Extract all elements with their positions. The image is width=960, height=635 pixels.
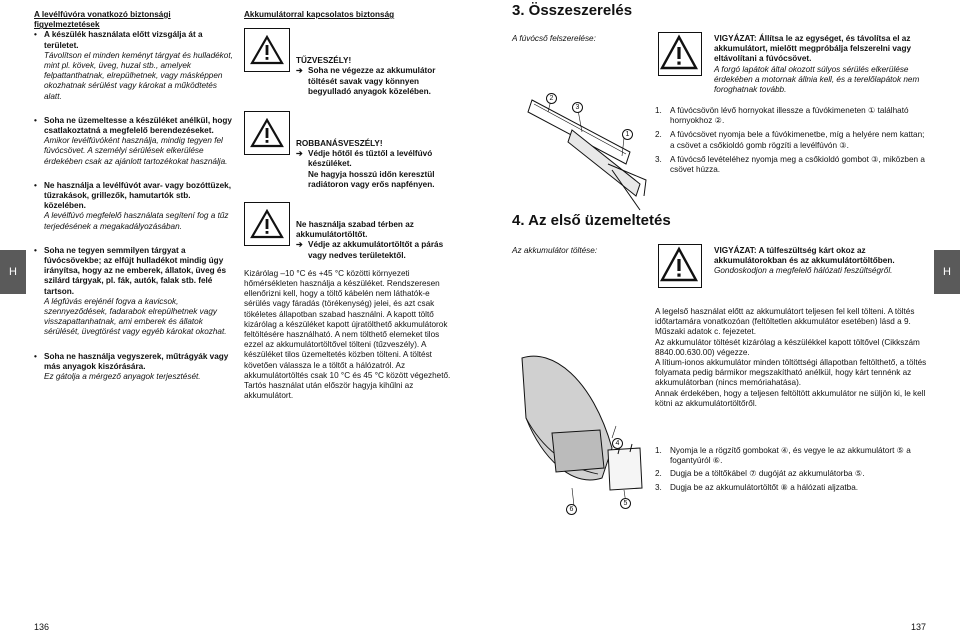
charging-paragraph: A legelső használat előtt az akkumulátort teljesen fel kell tölteni. A töltés időtartamára vonatkozóan (feltöltetlen akkumulátor esetében) lásd a 9. Műszaki adatok c. fejezetet. Az akkumulátor töltését kizárólag a készülékkel kapott töltővel (Cikkszám 8840.00.630.00) végezze. A lítium-ionos akkumulátor minden töltöttségi állapotban feltölthető, a töltés folyamata pedig bármikor megszakítható anélkül, hogy kárt tennénk az akkumulátorban (nincs memóriahatása). Annak érdekében, hogy a teljesen feltöltött akkumulátor ne süljön ki, le kell kötni az akkumulátortöltőről. <box>655 307 927 408</box>
caution-italic: Gondoskodjon a megfelelő hálózati feszültségről. <box>714 266 893 276</box>
section-heading: Akkumulátorral kapcsolatos biztonság <box>244 10 395 19</box>
callout-3: 3 <box>572 102 583 113</box>
callout-1: 1 <box>622 129 633 140</box>
bullet-bold: Soha ne üzemeltesse a készüléket anélkül, hogy csatlakoztatná a megfelelő berendezéseket. <box>44 115 232 136</box>
section-title-first-use: 4. Az első üzemeltetés <box>512 212 671 229</box>
caution-icon-box <box>658 244 702 288</box>
callout-6: 6 <box>566 504 577 515</box>
bullet-italic: A levélfúvó megfelelő használata segítení fog a tűz terjedésének a megakadályozásában. <box>44 211 229 231</box>
section-heading: A levélfúvóra vonatkozó biztonsági <box>34 10 171 19</box>
warning-triangle-icon <box>244 202 290 246</box>
bullet-bold: Ne használja a levélfúvót avar- vagy bozóttüzek, tűzrakások, grillezők, hamutartók stb. közelében. <box>44 180 232 211</box>
bullet-item: • Soha ne üzemeltesse a készüléket anélkül, hogy csatlakoztatná a megfelelő berendezéseket. Amikor levélfúvóként használja, mindig tegyen fel fúvócsövet. A személyi sérülések elkerülése érdekében csak az ajánlott tartozékokat használja. <box>34 116 234 167</box>
bullet-italic: Távolítson el minden keményt tárgyat és hulladékot, mint pl. kövek, üveg, huzal stb., amelyek felpattanthatnak, elrepülhetnek, vagy másképpen okozhatnak sérülést vagy károkat a működtetés alatt. <box>44 50 233 101</box>
warning-block: TŰZVESZÉLY! ➔ Soha ne végezze az akkumulátor töltését savak vagy könnyen begyulladó anyagok közelében. <box>244 28 454 97</box>
callout-2: 2 <box>546 93 557 104</box>
language-side-tab-right <box>934 250 960 294</box>
side-tab-label: H <box>943 266 951 278</box>
bullet-italic: Amikor levélfúvóként használja, mindig tegyen fel fúvócsövet. A személyi sérülések elkerülése érdekében csak az ajánlott tartozékokat használja. <box>44 136 228 166</box>
step-item: 3. Dugja be az akkumulátortöltőt ⑧ a hálózati aljzatba. <box>655 482 859 492</box>
bullet-bold: Soha ne használja vegyszerek, műtrágyák vagy más anyagok kiszórására. <box>44 351 229 371</box>
page-number-left: 136 <box>34 622 50 632</box>
section-heading-cont: figyelmeztetések <box>34 20 100 30</box>
subsection-label: A fúvócső felszerelése: <box>512 34 596 43</box>
caution-text <box>714 246 926 277</box>
step-item: 2. A fúvócsövet nyomja bele a fúvókimenetbe, míg a helyére nem kattan; a csövet a csőkioldó gomb rögzíti a levélfúvón ③. <box>655 130 925 150</box>
warning-instruction-cont: Ne hagyja hosszú időn keresztül radiátoron vagy erős napfényen. <box>308 169 435 189</box>
callout-4: 4 <box>612 438 623 449</box>
warning-triangle-icon <box>659 33 699 73</box>
safety-column <box>34 10 234 382</box>
assembly-steps <box>655 106 930 175</box>
warning-block: ROBBANÁSVESZÉLY! ➔ Védje hőtől és tűztől a levélfúvó készüléket. Ne hagyja hosszú időn keresztül radiátoron vagy erős napfényen. <box>244 111 454 190</box>
caution-icon-box <box>658 32 702 76</box>
battery-safety-column <box>244 10 454 401</box>
callout-5: 5 <box>620 498 631 509</box>
language-side-tab-left <box>0 250 26 294</box>
step-item: 2. Dugja be a töltőkábel ⑦ dugóját az akkumulátorba ⑤. <box>655 469 865 479</box>
charging-steps <box>655 446 930 493</box>
warning-triangle-icon <box>244 111 290 155</box>
side-tab-label: H <box>9 266 17 278</box>
battery-removal-illustration <box>512 338 652 518</box>
bullet-bold: Soha ne tegyen semmilyen tárgyat a fúvócsövekbe; az elfújt hulladékot mindig úgy irányítsa, hogy az ne emberek, állatok, üveg és szilárd tárgyak, pl. fák, autók, falak stb. felé tartson. <box>44 245 227 296</box>
warning-title: ROBBANÁSVESZÉLY! <box>296 139 383 149</box>
warning-line: Ne használja szabad térben az akkumulátortöltőt. <box>296 220 414 240</box>
step-item: 1. A fúvócsövön lévő hornyokat illessze a fúvókimeneten ① található hornyokhoz ②. <box>655 106 909 126</box>
warning-instruction: Védje az akkumulátortöltőt a párás vagy nedves területektől. <box>308 240 444 260</box>
subsection-label: Az akkumulátor töltése: <box>512 246 598 255</box>
bullet-item: • Soha ne tegyen semmilyen tárgyat a fúvócsövekbe; az elfújt hulladékot mindig úgy irányítsa, hogy az ne emberek, állatok, üveg és szilárd tárgyak, pl. fák, autók, falak stb. felé tartson. A légfúvás erejénél fogva a kavicsok, szennyeződések, fadarabok elrepülhetnek vagy visszapattanhatnak, ami emberek és állatok sérülését, üvegtörést vagy egyéb károkat okozhat. <box>34 246 234 338</box>
warning-triangle-icon <box>244 28 290 72</box>
caution-bold: VIGYÁZAT: A túlfeszültség kárt okoz az akkumulátorokban és az akkumulátortöltőben. <box>714 246 895 266</box>
warning-instruction: Soha ne végezze az akkumulátor töltését savak vagy könnyen begyulladó anyagok közelében. <box>308 66 436 96</box>
warning-instruction: Védje hőtől és tűztől a levélfúvó készüléket. <box>308 149 433 169</box>
caution-text <box>714 34 926 95</box>
battery-paragraph: Kizárólag –10 °C és +45 °C közötti környezeti hőmérsékleten használja a készüléket. Rendszeresen ellenőrizni kell, hogy a töltő kábelén nem láthatók-e sérülés vagy fáradás (törékenység) jelei, és azt csak tökéletes állapotban szabad használni. A kapott töltő kizárólag a készüléket kapott újratölthető akkumulátorok feltöltésére használható. A nem tölthető elemeket tilos ezzel az akkumulátortöltővel tölteni (tűzveszély). A készüléket tilos üzemeltetés közben tölteni. A töltést követően válassza le a töltőt a hálózatról. Az akkumulátortöltés csak 10 °C és 45 °C között végezhető. Tartós használat után először hagyja kihűlni az akkumulátort. <box>244 268 451 401</box>
caution-bold: VIGYÁZAT: Állítsa le az egységet, és távolítsa el az akkumulátort, mielőtt megpróbálja felszerelni vagy eltávolítani a fúvócsövet. <box>714 34 912 64</box>
bullet-bold: A készülék használata előtt vizsgálja át a területet. <box>44 30 203 50</box>
bullet-item: • Soha ne használja vegyszerek, műtrágyák vagy más anyagok kiszórására. Ez gátolja a mérgező anyagok terjesztését. <box>34 352 234 383</box>
caution-italic: A forgó lapátok által okozott súlyos sérülés elkerülése érdekében a motornak állnia kell, és a terelőlapátok nem foroghatnak tovább. <box>714 64 920 95</box>
section-title-assembly: 3. Összeszerelés <box>512 2 633 19</box>
warning-triangle-icon <box>659 245 699 285</box>
bullet-item: • A készülék használata előtt vizsgálja át a területet. Távolítson el minden keményt tárgyat és hulladékot, mint pl. kövek, üveg, huzal stb., amelyek felpattanthatnak, elrepülhetnek, vagy másképpen okozhatnak sérülést vagy károkat a működtetés alatt. <box>34 30 233 101</box>
warning-block: Ne használja szabad térben az akkumulátortöltőt. ➔ Védje az akkumulátortöltőt a párás vagy nedves területektől. <box>244 202 454 261</box>
warning-title: TŰZVESZÉLY! <box>296 56 352 66</box>
bullet-italic: Ez gátolja a mérgező anyagok terjesztését. <box>44 372 201 382</box>
step-item: 3. A fúvócső levételéhez nyomja meg a csőkioldó gombot ③, miközben a csövet húzza. <box>655 154 925 175</box>
bullet-italic: A légfúvás erejénél fogva a kavicsok, szennyeződések, fadarabok elrepülhetnek vagy visszapattanhatnak, ami emberek és állatok sérülését, üvegtörést vagy egyéb károkat okozhat. <box>44 296 227 337</box>
step-item: 1. Nyomja le a rögzítő gombokat ④, és vegye le az akkumulátort ⑤ a fogantyúról ⑥. <box>655 446 911 466</box>
page-number-right: 137 <box>910 622 926 632</box>
bullet-item: • Ne használja a levélfúvót avar- vagy bozóttüzek, tűzrakások, grillezők, hamutartók stb. közelében. A levélfúvó megfelelő használata segítení fog a tűz terjedésének a megakadályozásában. <box>34 181 234 232</box>
